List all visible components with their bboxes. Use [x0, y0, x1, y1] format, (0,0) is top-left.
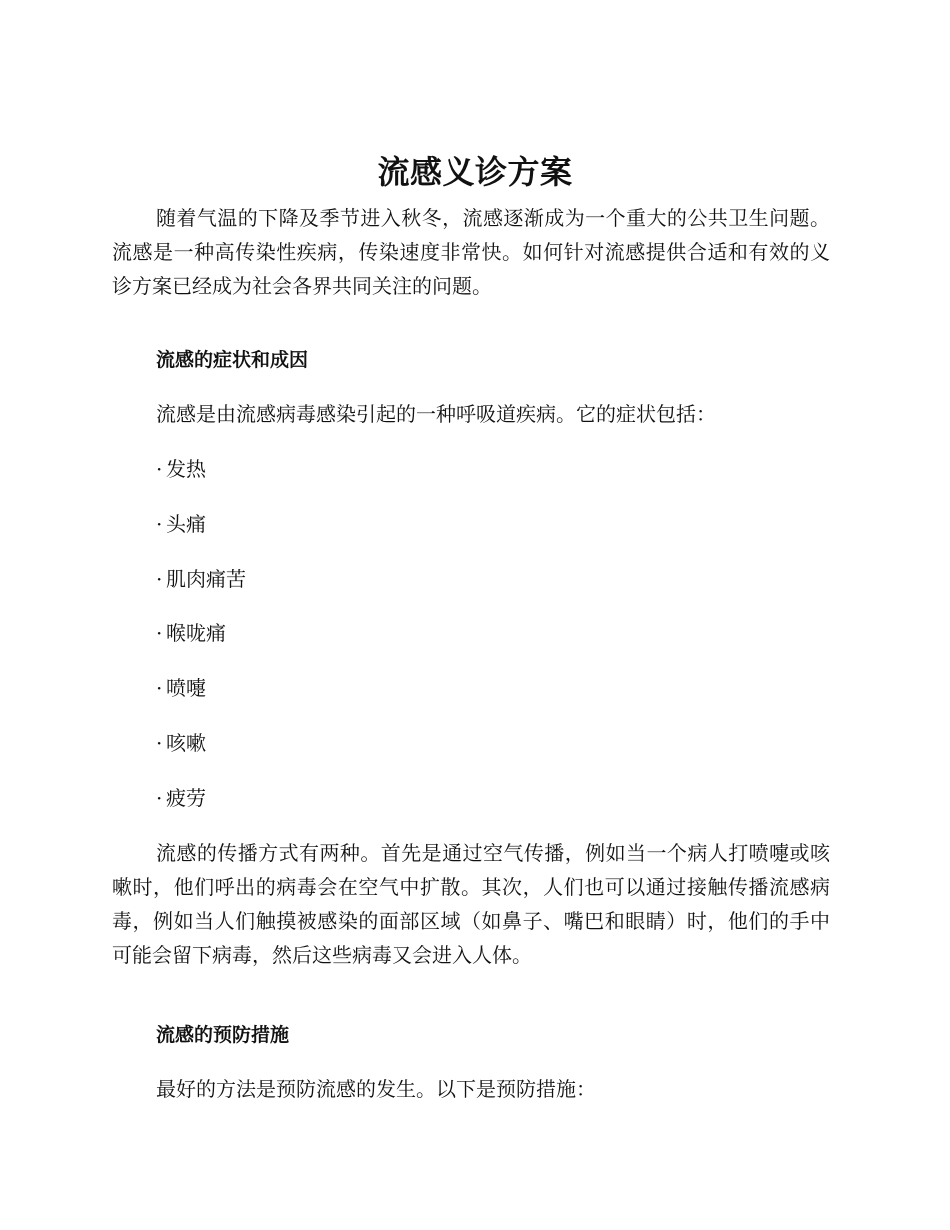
intro-paragraph: 随着气温的下降及季节进入秋冬，流感逐渐成为一个重大的公共卫生问题。流感是一种高传染性疾病，传染速度非常快。如何针对流感提供合适和有效的义诊方案已经成为社会各界共同关注的问题。	[112, 206, 830, 298]
symptom-label: 喷嚏	[166, 676, 206, 700]
bullet-symbol: ·	[156, 731, 163, 755]
symptom-label: 发热	[166, 457, 206, 481]
bullet-symbol: ·	[156, 621, 163, 645]
bullet-symbol: ·	[156, 512, 163, 536]
symptom-label: 喉咙痛	[166, 621, 226, 645]
symptom-item	[156, 616, 226, 650]
symptom-item	[156, 726, 206, 760]
bullet-symbol: ·	[156, 457, 163, 481]
symptom-item	[156, 562, 246, 596]
symptom-label: 头痛	[166, 512, 206, 536]
symptom-label: 咳嗽	[166, 731, 206, 755]
symptom-item	[156, 452, 206, 486]
bullet-symbol: ·	[156, 676, 163, 700]
section-heading-symptoms: 流感的症状和成因	[156, 349, 309, 371]
prevention-lead: 最好的方法是预防流感的发生。以下是预防措施：	[156, 1077, 596, 1101]
document-title: 流感义诊方案	[377, 153, 573, 191]
spread-paragraph: 流感的传播方式有两种。首先是通过空气传播，例如当一个病人打喷嚏或咳嗽时，他们呼出的病毒会在空气中扩散。其次，人们也可以通过接触传播流感病毒，例如当人们触摸被感染的面部区域（如鼻子、嘴巴和眼睛）时，他们的手中可能会留下病毒，然后这些病毒又会进入人体。	[112, 841, 830, 967]
symptoms-lead: 流感是由流感病毒感染引起的一种呼吸道疾病。它的症状包括：	[156, 402, 716, 426]
bullet-symbol: ·	[156, 567, 163, 591]
symptom-item	[156, 781, 206, 815]
symptom-label: 肌肉痛苦	[166, 567, 246, 591]
symptom-item	[156, 671, 206, 705]
bullet-symbol: ·	[156, 786, 163, 810]
section-heading-prevention: 流感的预防措施	[156, 1024, 290, 1046]
symptom-label: 疲劳	[166, 786, 206, 810]
symptom-item	[156, 507, 206, 541]
